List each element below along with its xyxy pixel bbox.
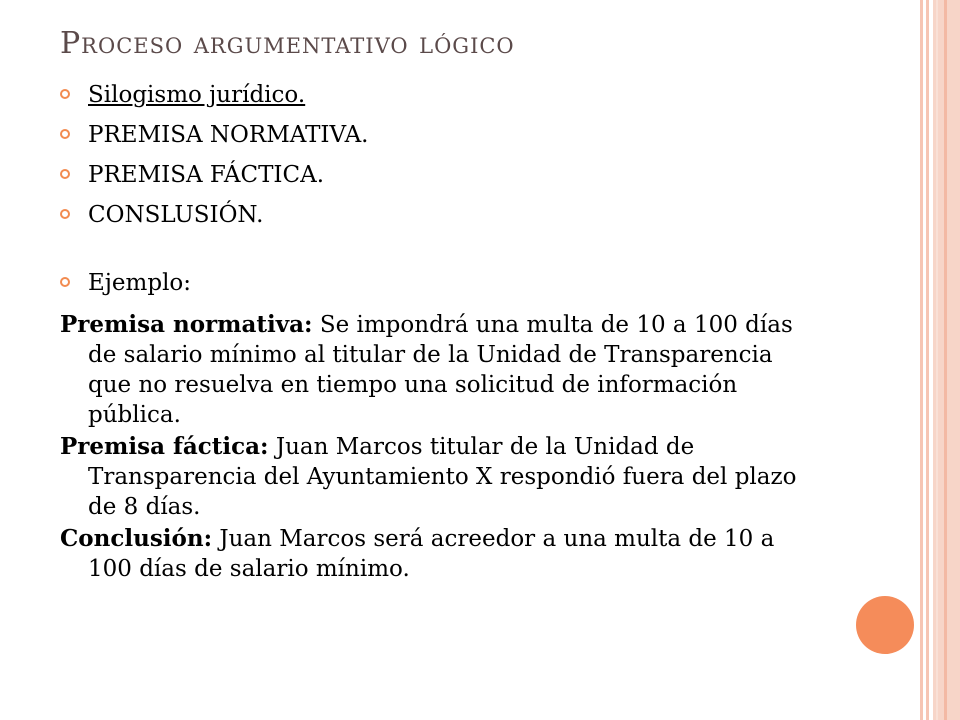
spacer — [60, 240, 820, 268]
bullet-icon — [60, 89, 70, 99]
paragraph-label: Premisa normativa: — [60, 311, 313, 338]
paragraph-label: Premisa fáctica: — [60, 433, 269, 460]
list-item — [60, 120, 820, 160]
bullet-text: PREMISA NORMATIVA. — [88, 122, 369, 148]
paragraph-text: Juan Marcos titular de la Unidad de Transparencia del Ayuntamiento X respondió fuera del plazo de 8 días. — [88, 434, 797, 520]
bullet-icon — [60, 169, 70, 179]
list-item — [60, 268, 820, 308]
bullet-list — [60, 80, 820, 584]
paragraph-text: Se impondrá una multa de 10 a 100 días de salario mínimo al titular de la Unidad de Transparencia que no resuelva en tiempo una solicitud de información pública. — [88, 312, 793, 428]
example-label: Ejemplo: — [88, 270, 192, 296]
bullet-icon — [60, 129, 70, 139]
slide-title: Proceso argumentativo lógico — [60, 26, 515, 61]
bullet-icon — [60, 209, 70, 219]
bullet-text: PREMISA FÁCTICA. — [88, 162, 325, 188]
paragraph-text: Juan Marcos será acreedor a una multa de 10 a 100 días de salario mínimo. — [88, 526, 775, 582]
decorative-stripe — [920, 0, 923, 720]
paragraph-premisa-factica — [60, 432, 818, 522]
bullet-text: Silogismo jurídico. — [88, 82, 306, 108]
decorative-circle — [856, 596, 914, 654]
bullet-text: CONSLUSIÓN. — [88, 202, 264, 228]
bullet-icon — [60, 277, 70, 287]
paragraph-premisa-normativa — [60, 310, 818, 430]
list-item — [60, 160, 820, 200]
decorative-stripe — [926, 0, 929, 720]
decorative-stripe — [936, 0, 938, 720]
paragraph-label: Conclusión: — [60, 525, 213, 552]
paragraph-conclusion — [60, 524, 818, 584]
decorative-stripe — [944, 0, 947, 720]
list-item — [60, 80, 820, 120]
list-item — [60, 200, 820, 240]
